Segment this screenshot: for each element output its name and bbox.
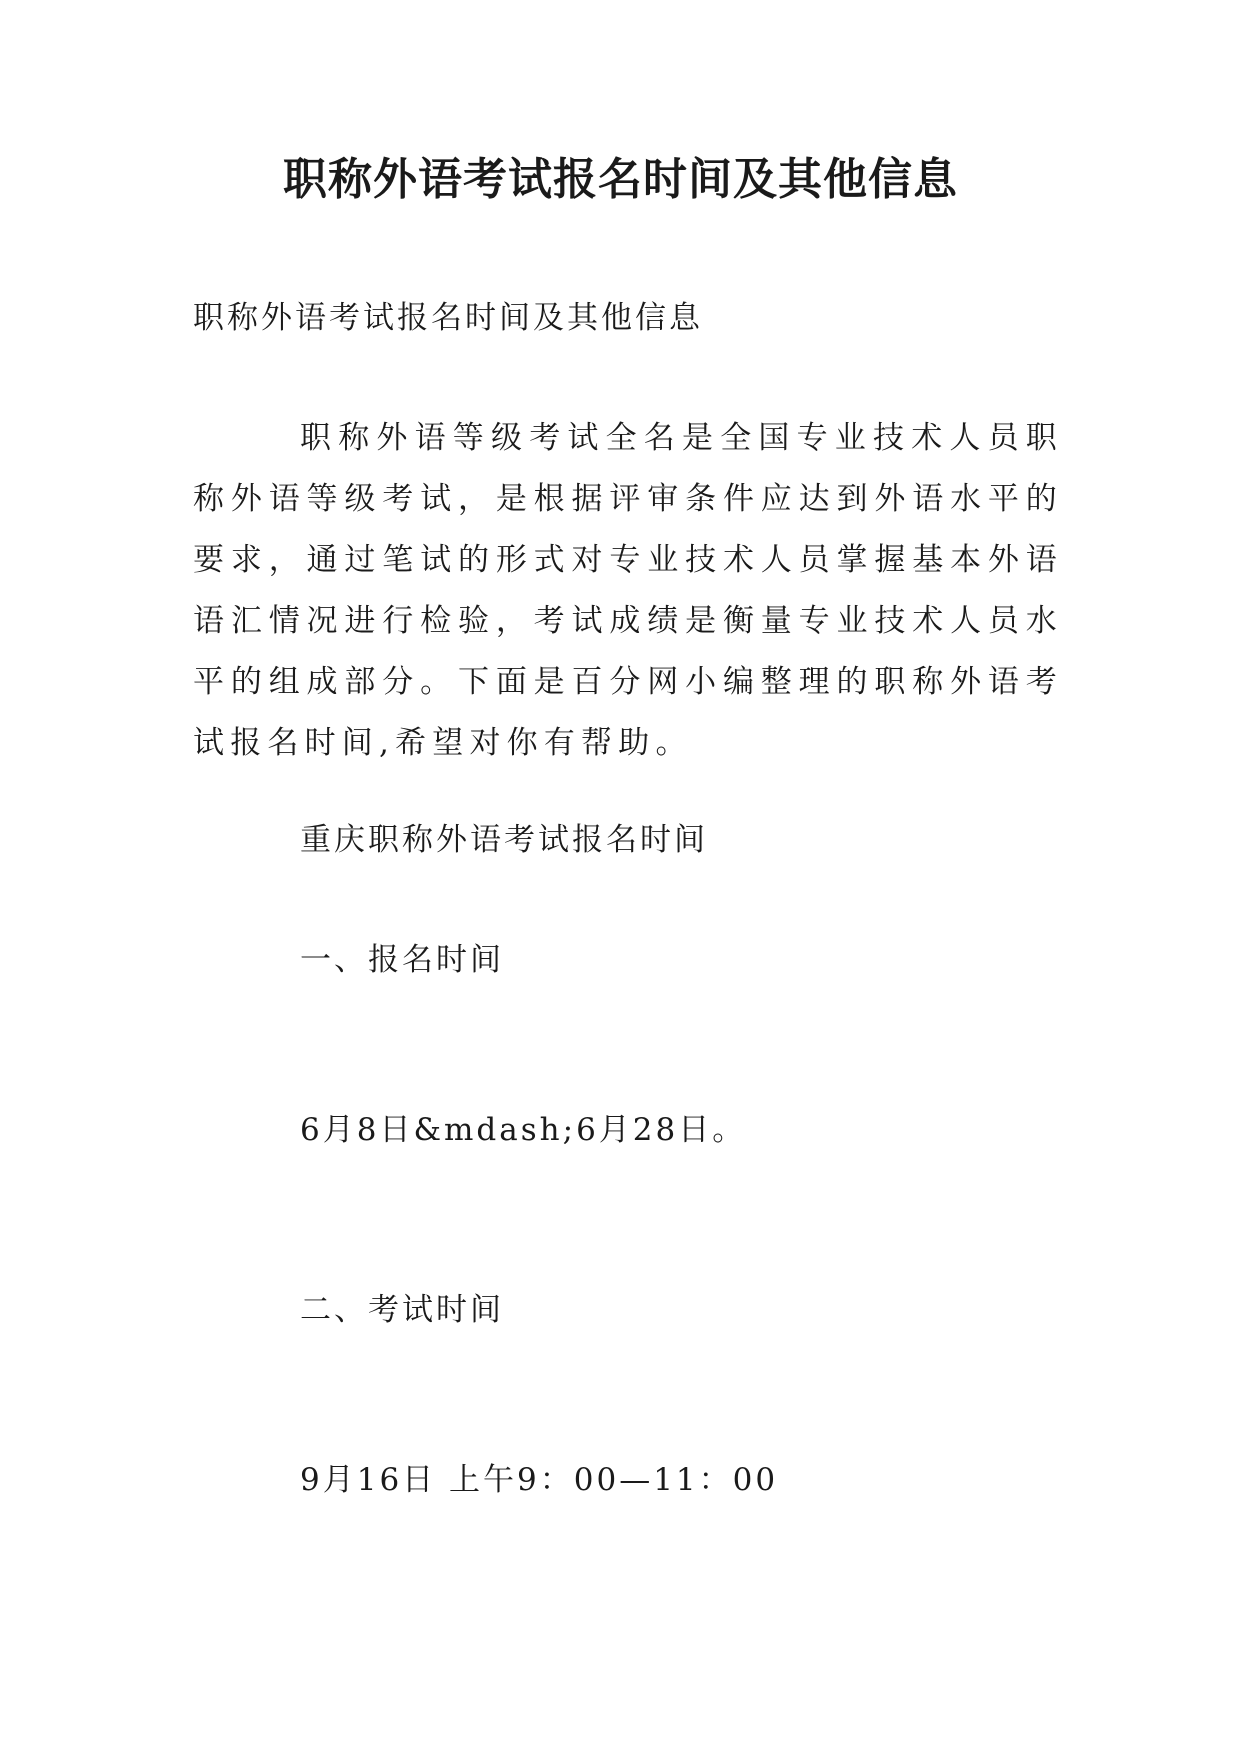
section-registration-heading: 一、报名时间 — [300, 942, 504, 978]
document-subtitle: 职称外语考试报名时间及其他信息 — [193, 300, 703, 336]
exam-time: 9月16日 上午9：00—11：00 — [300, 1462, 779, 1498]
document-title: 职称外语考试报名时间及其他信息 — [283, 154, 958, 205]
region-heading: 重庆职称外语考试报名时间 — [300, 822, 708, 858]
registration-dates: 6月8日&mdash;6月28日。 — [300, 1112, 747, 1148]
section-exam-heading: 二、考试时间 — [300, 1292, 504, 1328]
intro-paragraph: 职称外语等级考试全名是全国专业技术人员职称外语等级考试，是根据评审条件应达到外语水平的要求，通过笔试的形式对专业技术人员掌握基本外语语汇情况进行检验，考试成绩是衡量专业技术人员水平的组成部分。下面是百分网小编整理的职称外语考试报名时间,希望对你有帮助。 — [193, 420, 1063, 761]
